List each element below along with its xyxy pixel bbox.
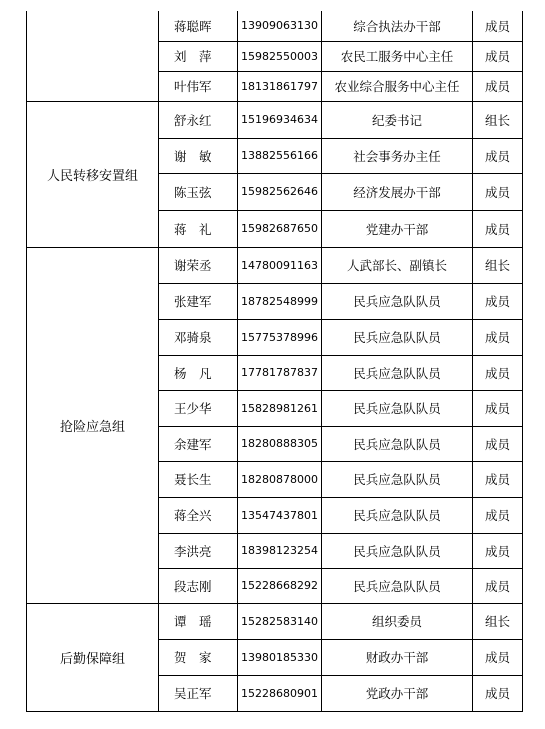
position-cell: 民兵应急队队员: [322, 355, 473, 390]
position-cell: 社会事务办主任: [322, 138, 473, 173]
table-row: [27, 603, 523, 639]
role-cell: 成员: [473, 355, 523, 390]
name-cell: 舒永红: [159, 101, 238, 138]
group-name-cell: 抢险应急组: [27, 247, 159, 603]
phone-cell: 17781787837: [238, 355, 322, 390]
role-cell: 成员: [473, 283, 523, 319]
position-cell: 民兵应急队队员: [322, 426, 473, 461]
position-cell: 民兵应急队队员: [322, 390, 473, 426]
group-name-cell: 后勤保障组: [27, 603, 159, 711]
role-cell: 成员: [473, 41, 523, 71]
role-cell: 组长: [473, 101, 523, 138]
role-cell: 成员: [473, 390, 523, 426]
phone-cell: 13980185330: [238, 639, 322, 675]
position-cell: 综合执法办干部: [322, 11, 473, 41]
position-cell: 党政办干部: [322, 675, 473, 711]
group-name-cell: 人民转移安置组: [27, 101, 159, 247]
phone-cell: 13909063130: [238, 11, 322, 41]
position-cell: 民兵应急队队员: [322, 497, 473, 533]
group-name-cell: [27, 11, 159, 101]
position-cell: 农业综合服务中心主任: [322, 71, 473, 101]
position-cell: 民兵应急队队员: [322, 319, 473, 355]
table-row: [27, 247, 523, 283]
name-cell: 张建军: [159, 283, 238, 319]
personnel-table: [26, 11, 523, 712]
role-cell: 成员: [473, 210, 523, 247]
phone-cell: 13882556166: [238, 138, 322, 173]
phone-cell: 15982550003: [238, 41, 322, 71]
position-cell: 经济发展办干部: [322, 173, 473, 210]
phone-cell: 18398123254: [238, 533, 322, 568]
role-cell: 成员: [473, 639, 523, 675]
name-cell: 蒋聪晖: [159, 11, 238, 41]
name-cell: 王少华: [159, 390, 238, 426]
phone-cell: 18280878000: [238, 461, 322, 497]
role-cell: 组长: [473, 247, 523, 283]
role-cell: 成员: [473, 71, 523, 101]
name-cell: 陈玉弦: [159, 173, 238, 210]
position-cell: 组织委员: [322, 603, 473, 639]
name-cell: 邓骑泉: [159, 319, 238, 355]
phone-cell: 15282583140: [238, 603, 322, 639]
table-row: [27, 101, 523, 138]
name-cell: 刘 萍: [159, 41, 238, 71]
name-cell: 谢荣丞: [159, 247, 238, 283]
role-cell: 成员: [473, 497, 523, 533]
role-cell: 成员: [473, 533, 523, 568]
position-cell: 人武部长、副镇长: [322, 247, 473, 283]
role-cell: 成员: [473, 11, 523, 41]
phone-cell: 18280888305: [238, 426, 322, 461]
name-cell: 余建军: [159, 426, 238, 461]
role-cell: 成员: [473, 461, 523, 497]
name-cell: 段志刚: [159, 568, 238, 603]
name-cell: 李洪亮: [159, 533, 238, 568]
phone-cell: 18782548999: [238, 283, 322, 319]
phone-cell: 15982687650: [238, 210, 322, 247]
phone-cell: 15196934634: [238, 101, 322, 138]
position-cell: 财政办干部: [322, 639, 473, 675]
phone-cell: 18131861797: [238, 71, 322, 101]
position-cell: 民兵应急队队员: [322, 461, 473, 497]
name-cell: 叶伟军: [159, 71, 238, 101]
name-cell: 杨 凡: [159, 355, 238, 390]
name-cell: 聂长生: [159, 461, 238, 497]
position-cell: 纪委书记: [322, 101, 473, 138]
phone-cell: 15775378996: [238, 319, 322, 355]
role-cell: 成员: [473, 568, 523, 603]
name-cell: 蒋 礼: [159, 210, 238, 247]
role-cell: 成员: [473, 138, 523, 173]
name-cell: 吴正军: [159, 675, 238, 711]
position-cell: 党建办干部: [322, 210, 473, 247]
phone-cell: 13547437801: [238, 497, 322, 533]
position-cell: 农民工服务中心主任: [322, 41, 473, 71]
phone-cell: 14780091163: [238, 247, 322, 283]
phone-cell: 15982562646: [238, 173, 322, 210]
phone-cell: 15828981261: [238, 390, 322, 426]
table-row: [27, 11, 523, 41]
role-cell: 组长: [473, 603, 523, 639]
position-cell: 民兵应急队队员: [322, 568, 473, 603]
name-cell: 蒋全兴: [159, 497, 238, 533]
role-cell: 成员: [473, 675, 523, 711]
table-body: [27, 11, 523, 711]
phone-cell: 15228668292: [238, 568, 322, 603]
name-cell: 谢 敏: [159, 138, 238, 173]
role-cell: 成员: [473, 319, 523, 355]
position-cell: 民兵应急队队员: [322, 283, 473, 319]
name-cell: 贺 家: [159, 639, 238, 675]
role-cell: 成员: [473, 173, 523, 210]
name-cell: 谭 瑶: [159, 603, 238, 639]
position-cell: 民兵应急队队员: [322, 533, 473, 568]
phone-cell: 15228680901: [238, 675, 322, 711]
role-cell: 成员: [473, 426, 523, 461]
